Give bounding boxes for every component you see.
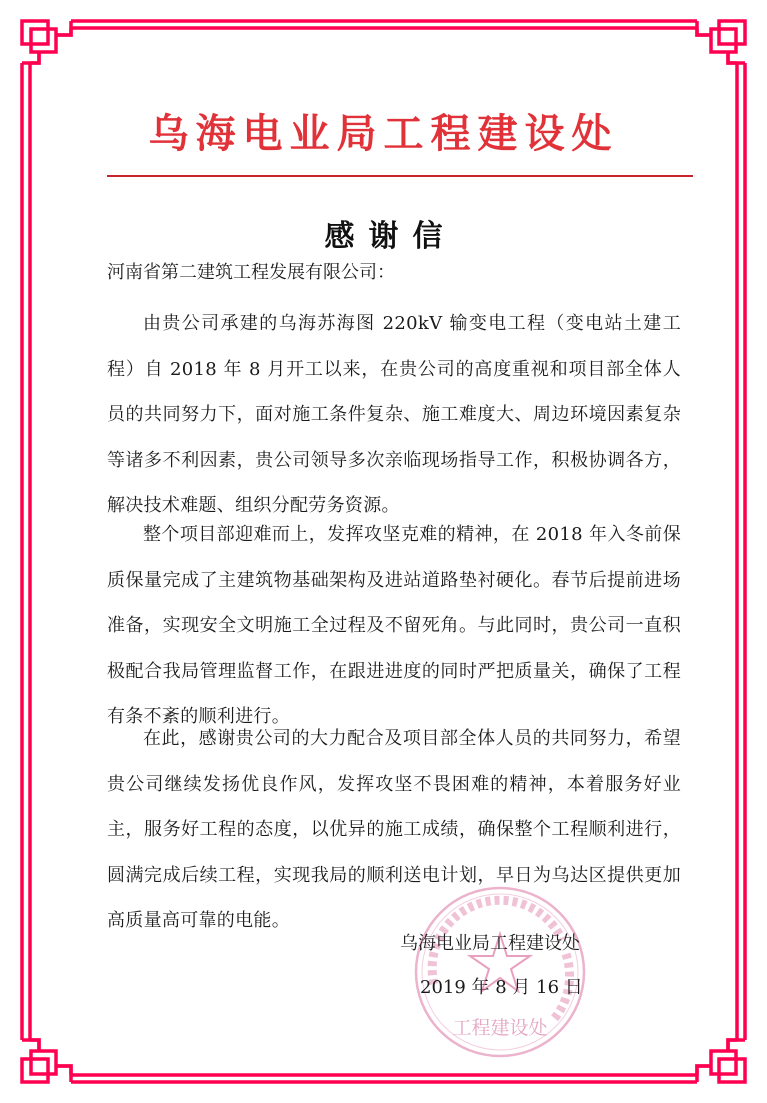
seal-text: 工程建设处 — [452, 1017, 548, 1039]
corner-ornament-bottom-right — [697, 1040, 745, 1082]
paragraph-1: 由贵公司承建的乌海苏海图 220kV 输变电工程（变电站土建工程）自 2018 年 8 月开工以来，在贵公司的高度重视和项目部全体人员的共同努力下，面对施工条件复杂、施工难度大、周边环境因素复杂等诸多不利因素，贵公司领导多次亲临现场指导工作，积极协调各方，解决技术难题、组织分配劳务资源。 — [107, 313, 681, 516]
letterhead-divider — [107, 175, 693, 177]
paragraph-3: 在此，感谢贵公司的大力配合及项目部全体人员的共同努力，希望贵公司继续发扬优良作风，发挥攻坚不畏困难的精神，本着服务好业主，服务好工程的态度，以优异的施工成绩，确保整个工程顺利进行，圆满完成后续工程，实现我局的顺利送电计划，早日为乌达区提供更加高质量高可靠的电能。 — [107, 728, 681, 931]
signature-organization: 乌海电业局工程建设处 — [400, 933, 580, 954]
corner-ornament-top-right — [697, 21, 745, 63]
signature-date: 2019 年 8 月 16 日 — [420, 977, 583, 998]
letterhead-organization: 乌海电业局工程建设处 — [148, 111, 619, 157]
salutation: 河南省第二建筑工程发展有限公司： — [107, 262, 395, 283]
corner-ornament-top-left — [22, 21, 71, 63]
official-seal — [412, 884, 588, 1060]
letter-title: 感谢信 — [324, 219, 457, 254]
paragraph-2: 整个项目部迎难而上，发挥攻坚克难的精神，在 2018 年入冬前保质保量完成了主建筑物基础架构及进站道路垫衬硬化。春节后提前进场准备，实现安全文明施工全过程及不留死角。与此同时，贵公司一直积极配合我局管理监督工作，在跟进进度的同时严把质量关，确保了工程有条不紊的顺利进行。 — [107, 524, 681, 727]
corner-ornament-bottom-left — [22, 1040, 71, 1082]
